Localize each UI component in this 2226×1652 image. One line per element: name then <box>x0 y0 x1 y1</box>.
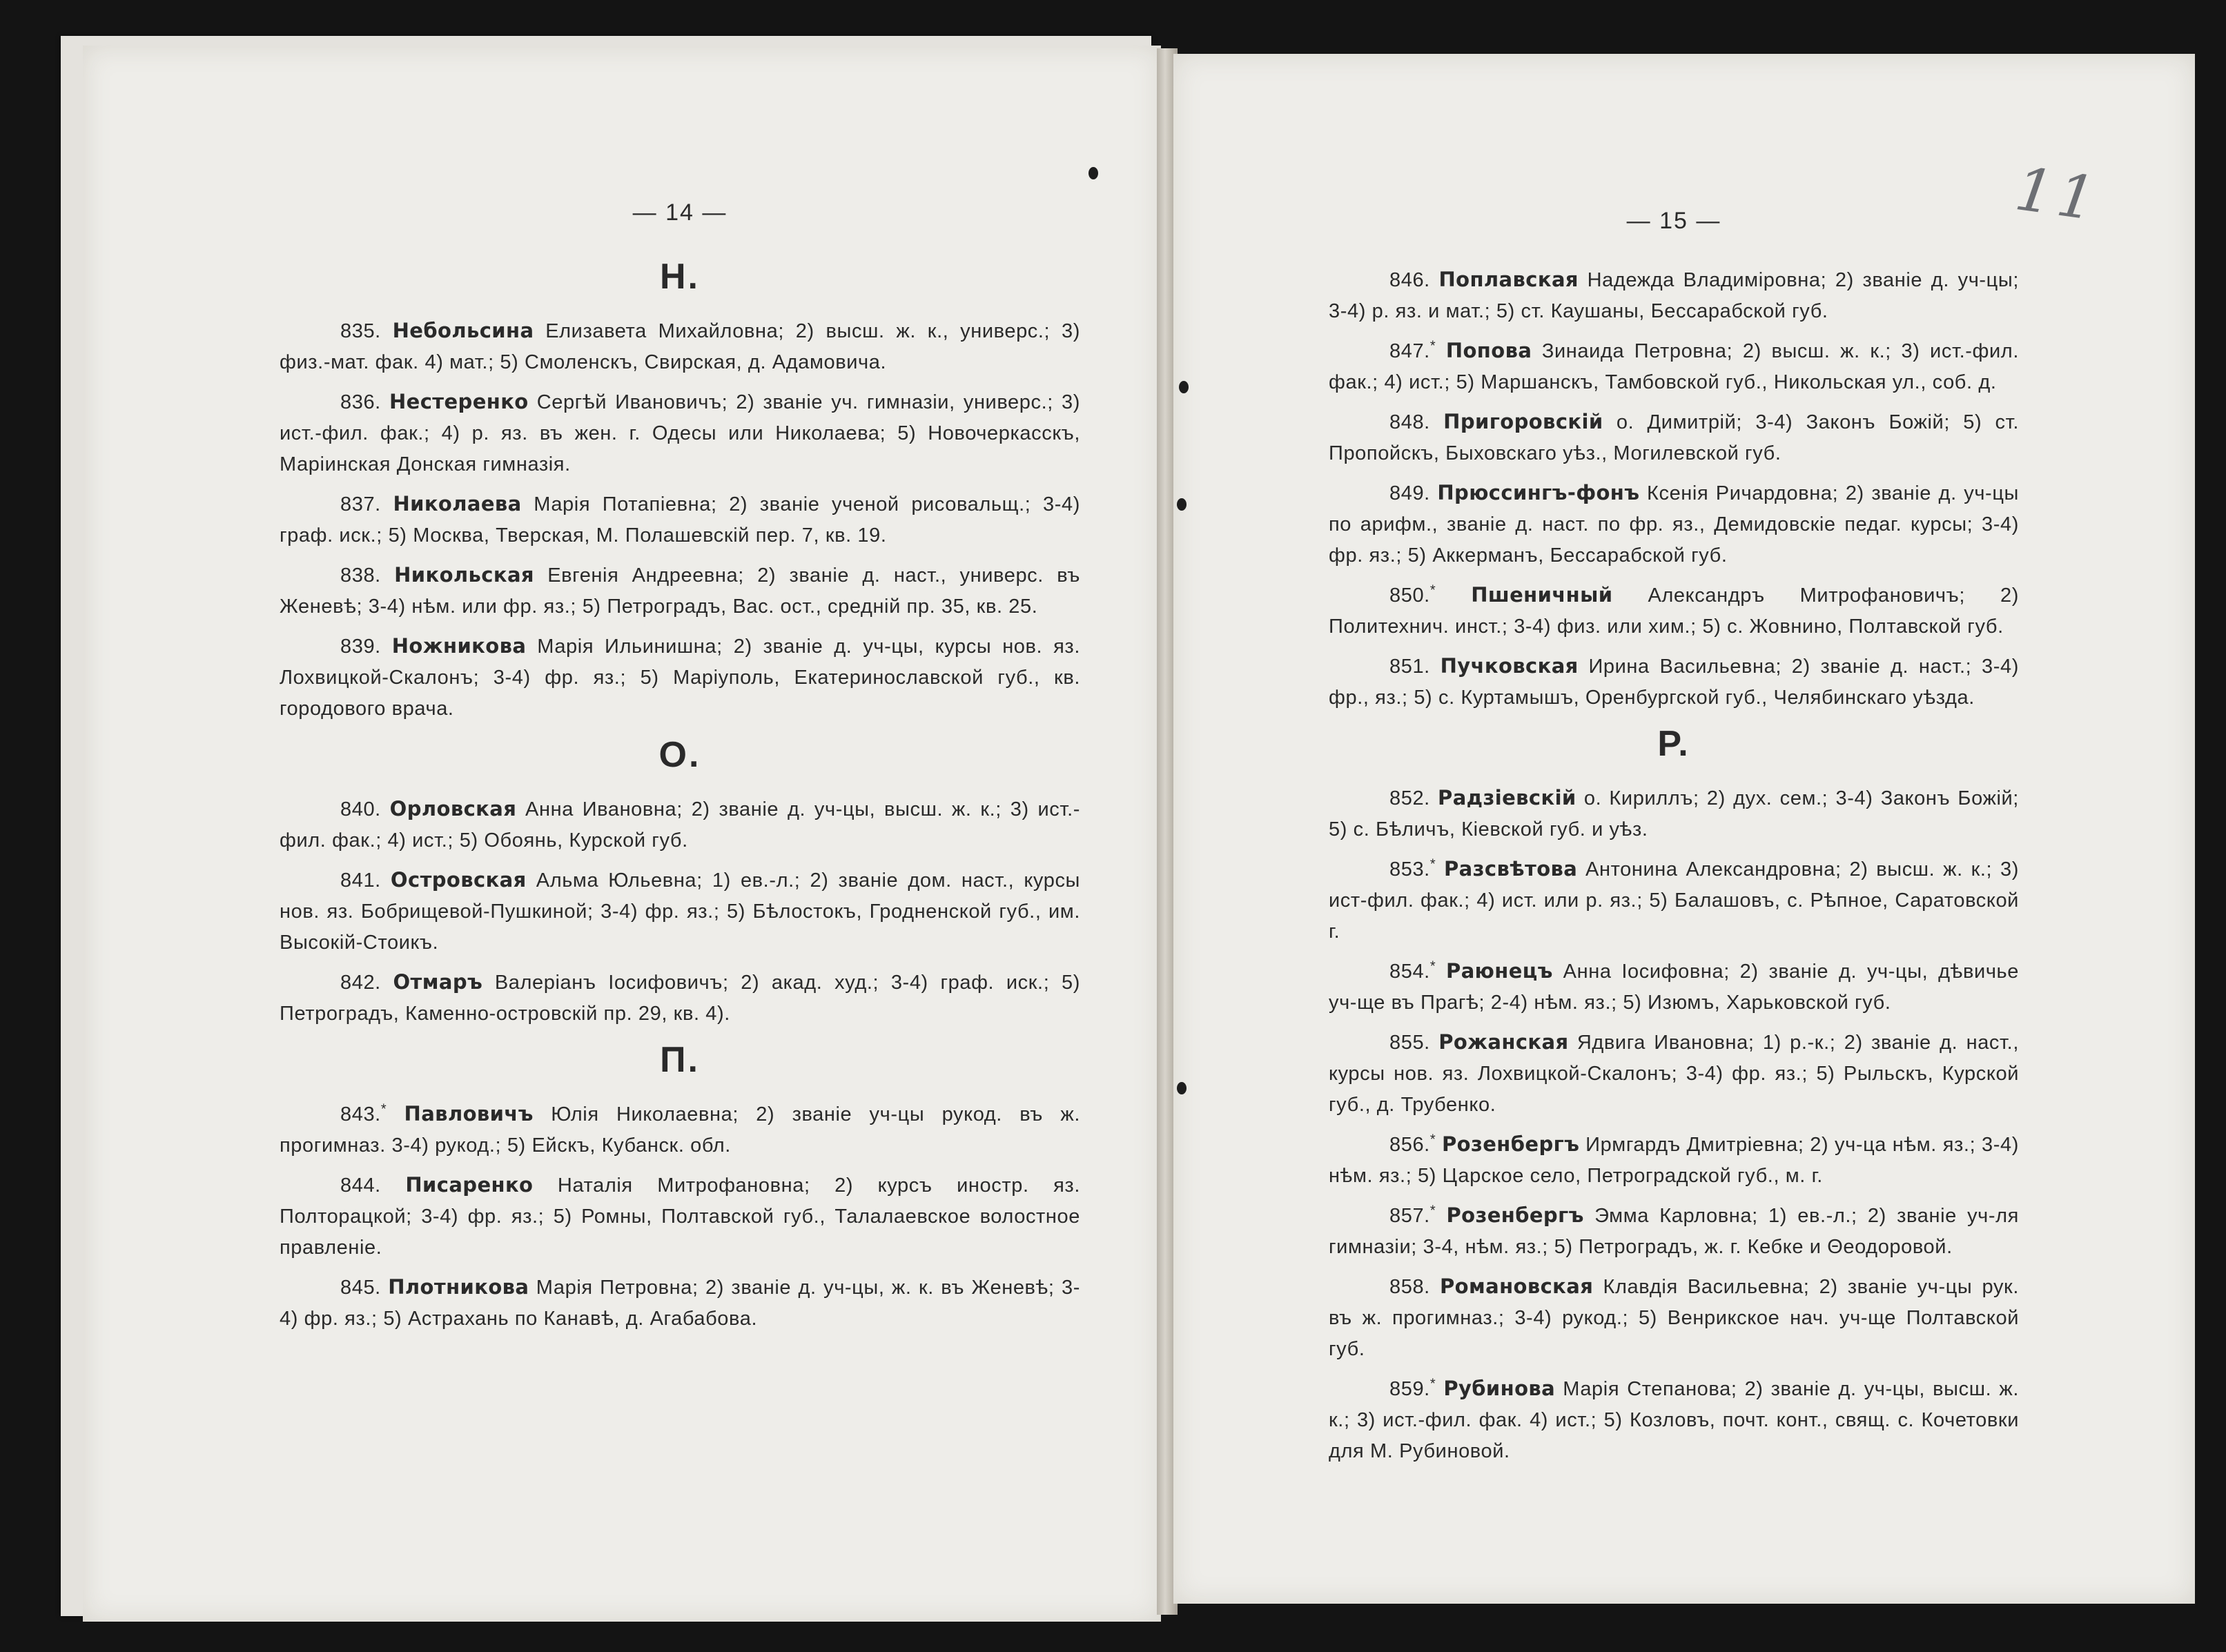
right-page-number: — 15 — <box>1626 208 1721 234</box>
entry-details: Анна Ивановна; 2) званіе д. уч-цы, высш. ж. к.; 3) ист.-фил. фак.; 4) ист.; 5) Обоянь, Курской губ. <box>280 798 1080 852</box>
directory-entry <box>1329 1271 2019 1365</box>
entry-surname: Павловичъ <box>404 1102 534 1125</box>
entry-number: 859. <box>1389 1378 1430 1400</box>
directory-entry <box>280 489 1080 551</box>
entry-asterisk: * <box>1429 856 1436 872</box>
directory-entry <box>280 1099 1080 1161</box>
entry-number: 850. <box>1389 584 1430 607</box>
entry-number: 837. <box>340 493 381 515</box>
entry-number: 853. <box>1389 858 1430 881</box>
entry-asterisk: * <box>1429 582 1436 598</box>
directory-entry <box>1329 406 2019 469</box>
entry-surname: Рожанская <box>1438 1030 1569 1054</box>
entry-details: Клавдія Васильевна; 2) званіе уч-цы рук. въ ж. прогимназ.; 3-4) рукод.; 5) Венрикское нач. уч-ще Полтавской губ. <box>1329 1276 2019 1360</box>
entry-surname: Николаева <box>393 492 522 515</box>
entry-details: Альма Юльевна; 1) ев.-л.; 2) званіе дом. наст., курсы нов. яз. Бобрищевой-Пушкиной; 3-4) фр. яз.; 5) Бѣлостокъ, Гродненской губ., им. Высокій-Стоикъ. <box>280 869 1080 954</box>
entry-surname: Писаренко <box>405 1173 534 1197</box>
entry-surname: Поплавская <box>1438 268 1579 291</box>
entry-details: Марія Ильинишна; 2) званіе д. уч-цы, курсы нов. яз. Лохвицкой-Скалонъ; 3-4) фр. яз.; 5) Маріуполь, Екатеринославской губ., кв. городового врача. <box>280 636 1080 720</box>
directory-entry <box>1329 264 2019 327</box>
entry-number: 843. <box>340 1103 381 1125</box>
entry-surname: Рубинова <box>1443 1377 1556 1400</box>
entry-number: 844. <box>340 1174 381 1197</box>
entry-surname: Розенбергъ <box>1442 1132 1580 1156</box>
entry-surname: Пучковская <box>1440 654 1579 678</box>
entry-details: Марія Степанова; 2) званіе д. уч-цы, высш. ж. к.; 3) ист.-фил. фак. 4) ист.; 5) Козловъ, почт. конт., свящ. с. Кочетовки для М. Рубиновой. <box>1329 1378 2019 1462</box>
entry-surname: Раюнецъ <box>1446 959 1553 983</box>
entry-details: Александръ Митрофановичъ; 2) Политехнич. инст.; 3-4) физ. или хим.; 5) с. Жовнино, Полтавской губ. <box>1329 584 2019 638</box>
entry-details: Ядвига Ивановна; 1) р.-к.; 2) званіе д. наст., курсы нов. яз. Лохвицкой-Скалонъ; 3-4) фр. яз.; 5) Рыльскъ, Курской губ., д. Трубенко. <box>1329 1032 2019 1116</box>
entry-surname: Разсвѣтова <box>1444 857 1578 881</box>
entry-details: Валеріанъ Іосифовичъ; 2) акад. худ.; 3-4) граф. иск.; 5) Петроградъ, Каменно-островскій пр. 29, кв. 4). <box>280 972 1080 1025</box>
entry-number: 858. <box>1389 1276 1430 1298</box>
entry-surname: Попова <box>1445 339 1532 362</box>
left-page-column <box>280 199 1080 1343</box>
entry-surname: Отмаръ <box>393 970 483 994</box>
entry-number: 840. <box>340 798 381 820</box>
section-letter: П. <box>660 1040 700 1080</box>
entry-surname: Радзіевскій <box>1438 786 1576 809</box>
entry-details: Ирмгардъ Дмитріевна; 2) уч-ца нѣм. яз.; 3-4) нѣм. яз.; 5) Царское село, Петроградской губ., м. г. <box>1329 1134 2019 1187</box>
entry-details: Ирина Васильевна; 2) званіе д. наст.; 3-4) фр., яз.; 5) с. Куртамышъ, Оренбургской губ., Челябинскаго уѣзда. <box>1329 656 2019 709</box>
directory-entry <box>280 967 1080 1030</box>
directory-entry <box>1329 854 2019 947</box>
directory-entry <box>280 865 1080 958</box>
entry-asterisk: * <box>1429 1376 1436 1392</box>
binding-hole <box>1179 381 1189 393</box>
directory-entry <box>280 386 1080 480</box>
entry-number: 849. <box>1389 482 1430 504</box>
directory-entry <box>1329 580 2019 642</box>
binding-hole <box>1177 498 1187 511</box>
entry-number: 852. <box>1389 787 1430 809</box>
directory-entry <box>1329 783 2019 845</box>
binding-hole <box>1088 167 1098 179</box>
left-page <box>83 46 1161 1622</box>
entry-details: Зинаида Петровна; 2) высш. ж. к.; 3) ист.-фил. фак.; 4) ист.; 5) Маршанскъ, Тамбовской губ., Никольская ул., соб. д. <box>1329 340 2019 393</box>
directory-entry <box>1329 1129 2019 1192</box>
directory-entry <box>280 315 1080 378</box>
entry-number: 839. <box>340 636 381 658</box>
entry-number: 856. <box>1389 1134 1430 1156</box>
directory-entry <box>1329 1373 2019 1467</box>
directory-entry <box>1329 1027 2019 1121</box>
entry-surname: Пшеничный <box>1471 583 1613 607</box>
entry-number: 847. <box>1389 340 1430 362</box>
directory-entry <box>280 631 1080 725</box>
entry-number: 842. <box>340 972 381 994</box>
entry-details: Сергѣй Ивановичъ; 2) званіе уч. гимназіи, универс.; 3) ист.-фил. фак.; 4) р. яз. въ жен. г. Одесы или Николаева; 5) Новочеркасскъ, Маріинская Донская гимназія. <box>280 391 1080 475</box>
entry-details: Марія Потапіевна; 2) званіе ученой рисовальщ.; 3-4) граф. иск.; 5) Москва, Тверская, М. Полашевскій пер. 7, кв. 19. <box>280 493 1080 547</box>
entry-details: Марія Петровна; 2) званіе д. уч-цы, ж. к. въ Женевѣ; 3-4) фр. яз.; 5) Астрахань по Канавѣ, д. Агабабова. <box>280 1277 1080 1330</box>
entry-surname: Плотникова <box>388 1275 529 1299</box>
entry-number: 848. <box>1389 411 1430 433</box>
entry-number: 854. <box>1389 961 1430 983</box>
entry-surname: Небольсина <box>392 319 534 342</box>
section-letter: Р. <box>1657 724 1690 764</box>
directory-entry <box>1329 335 2019 398</box>
entry-details: Эмма Карловна; 1) ев.-л.; 2) званіе уч-ля гимназіи; 3-4, нѣм. яз.; 5) Петроградъ, ж. г. Кебке и Θеодоровой. <box>1329 1205 2019 1258</box>
entry-surname: Ножникова <box>391 634 527 658</box>
entry-surname: Романовская <box>1440 1275 1594 1298</box>
entry-surname: Никольская <box>394 563 534 587</box>
entry-number: 841. <box>340 869 381 892</box>
directory-entry <box>1329 478 2019 571</box>
section-letter: Н. <box>660 257 700 297</box>
directory-entry <box>280 1170 1080 1263</box>
directory-entry <box>280 1272 1080 1335</box>
entry-number: 838. <box>340 564 381 587</box>
entry-details: Ксенія Ричардовна; 2) званіе д. уч-цы по арифм., званіе д. наст. по фр. яз., Демидовскіе педаг. курсы; 3-4) фр. яз.; 5) Аккерманъ, Бессарабской губ. <box>1329 482 2019 567</box>
entry-number: 836. <box>340 391 381 413</box>
entry-surname: Орловская <box>389 797 517 820</box>
entry-surname: Розенбергъ <box>1446 1203 1584 1227</box>
entry-details: Юлія Николаевна; 2) званіе уч-цы рукод. въ ж. прогимназ. 3-4) рукод.; 5) Ейскъ, Кубанск. обл. <box>280 1103 1080 1157</box>
entry-number: 857. <box>1389 1205 1430 1227</box>
entry-details: Надежда Владиміровна; 2) званіе д. уч-цы; 3-4) р. яз. и мат.; 5) ст. Каушаны, Бессарабской губ. <box>1329 269 2019 322</box>
pencil-folio-mark: 11 <box>2011 155 2104 235</box>
entry-number: 845. <box>340 1277 381 1299</box>
entry-number: 851. <box>1389 656 1430 678</box>
directory-entry <box>280 560 1080 622</box>
entry-asterisk: * <box>1429 1203 1436 1219</box>
entry-surname: Прюссингъ-фонъ <box>1437 481 1640 504</box>
entry-details: Елизавета Михайловна; 2) высш. ж. к., универс.; 3) физ.-мат. фак. 4) мат.; 5) Смоленскъ, Свирская, д. Адамовича. <box>280 320 1080 373</box>
section-letter: О. <box>658 735 701 775</box>
directory-entry <box>1329 1200 2019 1263</box>
entry-surname: Островская <box>390 868 527 892</box>
right-page-column <box>1329 206 2019 1475</box>
entry-asterisk: * <box>1429 1132 1436 1148</box>
entry-asterisk: * <box>380 1101 387 1117</box>
entry-asterisk: * <box>1429 958 1436 974</box>
right-page <box>1173 54 2195 1604</box>
entry-details: Наталія Митрофановна; 2) курсъ иностр. яз. Полторацкой; 3-4) фр. яз.; 5) Ромны, Полтавской губ., Талалаевское волостное правленіе. <box>280 1174 1080 1259</box>
directory-entry <box>1329 651 2019 714</box>
entry-details: о. Димитрій; 3-4) Законъ Божій; 5) ст. Пропойскъ, Быховскаго уѣз., Могилевской губ. <box>1329 411 2019 464</box>
entry-number: 855. <box>1389 1032 1430 1054</box>
entry-surname: Пригоровскій <box>1443 410 1603 433</box>
entry-asterisk: * <box>1429 338 1436 354</box>
left-page-number: — 14 — <box>632 199 728 226</box>
directory-entry <box>280 794 1080 856</box>
entry-number: 846. <box>1389 269 1430 291</box>
entry-details: о. Кириллъ; 2) дух. сем.; 3-4) Законъ Божій; 5) с. Бѣличъ, Кіевской губ. и уѣз. <box>1329 787 2019 840</box>
binding-hole <box>1177 1082 1187 1094</box>
entry-details: Анна Іосифовна; 2) званіе д. уч-цы, дѣвичье уч-ще въ Прагѣ; 2-4) нѣм. яз.; 5) Изюмъ, Харьковской губ. <box>1329 961 2019 1014</box>
entry-details: Антонина Александровна; 2) высш. ж. к.; 3) ист-фил. фак.; 4) ист. или р. яз.; 5) Балашовъ, с. Рѣпное, Саратовской г. <box>1329 858 2019 943</box>
entry-details: Евгенія Андреевна; 2) званіе д. наст., универс. въ Женевѣ; 3-4) нѣм. или фр. яз.; 5) Петроградъ, Вас. ост., средній пр. 35, кв. 25. <box>280 564 1080 618</box>
entry-surname: Нестеренко <box>389 390 529 413</box>
entry-number: 835. <box>340 320 381 342</box>
directory-entry <box>1329 956 2019 1019</box>
